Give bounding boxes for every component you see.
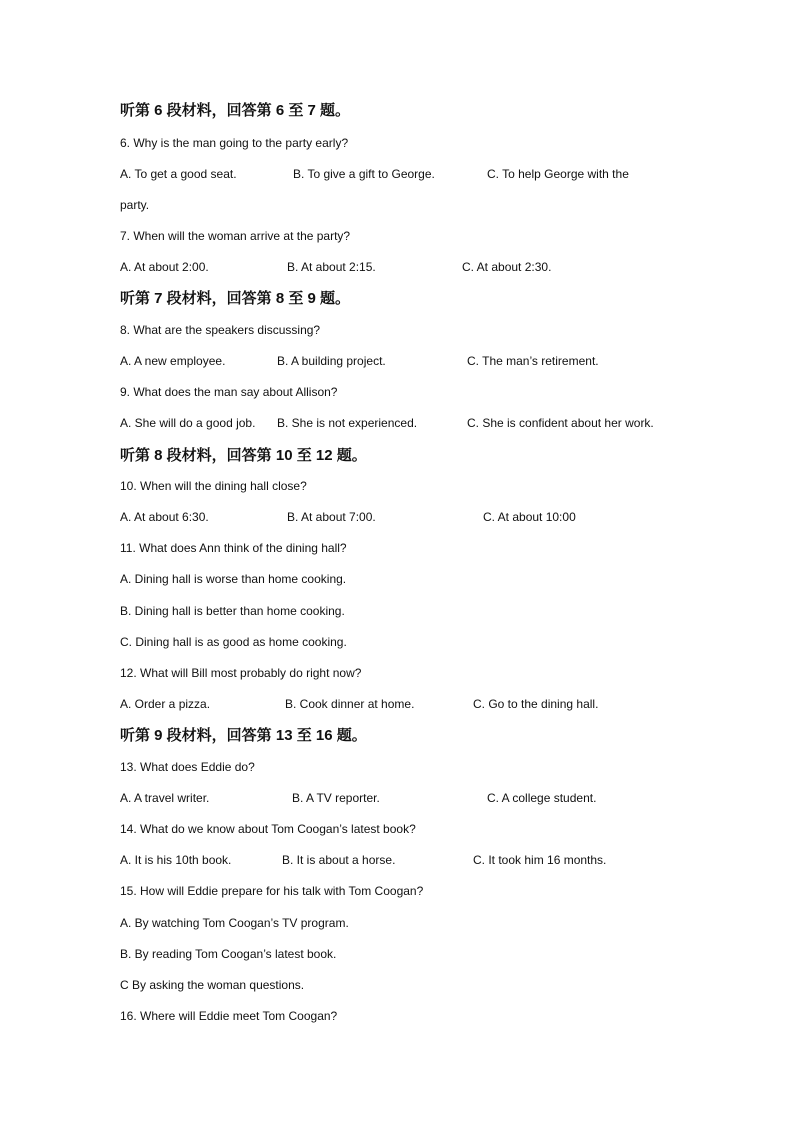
- option-c: C. She is confident about her work.: [467, 416, 654, 430]
- option-continuation: party.: [120, 198, 150, 212]
- option-b: B. A building project.: [277, 354, 386, 368]
- question-text: 14. What do we know about Tom Coogan’s latest book?: [120, 822, 416, 836]
- question-text: 8. What are the speakers discussing?: [120, 323, 321, 337]
- option-a: A. A new employee.: [120, 354, 226, 368]
- section-heading: 听第 8 段材料，回答第 10 至 12 题。: [120, 447, 367, 464]
- option-b: B. She is not experienced.: [277, 416, 418, 430]
- option-c: C. To help George with the: [487, 167, 629, 181]
- option-b: B. It is about a horse.: [282, 853, 396, 867]
- option-line: B. Dining hall is better than home cooking.: [120, 604, 345, 618]
- question-text: 10. When will the dining hall close?: [120, 479, 307, 493]
- option-c: C. Go to the dining hall.: [473, 697, 599, 711]
- option-c: C. It took him 16 months.: [473, 853, 607, 867]
- question-text: 9. What does the man say about Allison?: [120, 385, 338, 399]
- question-text: 6. Why is the man going to the party early?: [120, 136, 349, 150]
- option-a: A. It is his 10th book.: [120, 853, 232, 867]
- option-c: C. A college student.: [487, 791, 597, 805]
- option-b: B. At about 7:00.: [287, 510, 376, 524]
- question-text: 12. What will Bill most probably do right now?: [120, 666, 362, 680]
- option-line: B. By reading Tom Coogan’s latest book.: [120, 947, 337, 961]
- section-heading: 听第 9 段材料，回答第 13 至 16 题。: [120, 727, 367, 744]
- section-heading: 听第 6 段材料，回答第 6 至 7 题。: [120, 102, 351, 119]
- question-text: 16. Where will Eddie meet Tom Coogan?: [120, 1009, 338, 1023]
- option-a: A. At about 6:30.: [120, 510, 209, 524]
- option-a: A. A travel writer.: [120, 791, 210, 805]
- option-a: A. To get a good seat.: [120, 167, 237, 181]
- option-c: C. At about 2:30.: [462, 260, 552, 274]
- option-line: C By asking the woman questions.: [120, 978, 305, 992]
- option-a: A. At about 2:00.: [120, 260, 209, 274]
- question-text: 15. How will Eddie prepare for his talk with Tom Coogan?: [120, 884, 424, 898]
- question-text: 11. What does Ann think of the dining hall?: [120, 541, 347, 555]
- option-b: B. At about 2:15.: [287, 260, 376, 274]
- option-line: A. Dining hall is worse than home cooking.: [120, 572, 347, 586]
- option-a: A. She will do a good job.: [120, 416, 256, 430]
- option-b: B. Cook dinner at home.: [285, 697, 415, 711]
- option-c: C. At about 10:00: [483, 510, 576, 524]
- option-b: B. To give a gift to George.: [293, 167, 435, 181]
- question-text: 7. When will the woman arrive at the party?: [120, 229, 351, 243]
- section-heading: 听第 7 段材料，回答第 8 至 9 题。: [120, 290, 351, 307]
- option-b: B. A TV reporter.: [292, 791, 380, 805]
- option-line: C. Dining hall is as good as home cooking.: [120, 635, 347, 649]
- option-a: A. Order a pizza.: [120, 697, 211, 711]
- option-line: A. By watching Tom Coogan’s TV program.: [120, 916, 349, 930]
- option-c: C. The man’s retirement.: [467, 354, 599, 368]
- question-text: 13. What does Eddie do?: [120, 760, 255, 774]
